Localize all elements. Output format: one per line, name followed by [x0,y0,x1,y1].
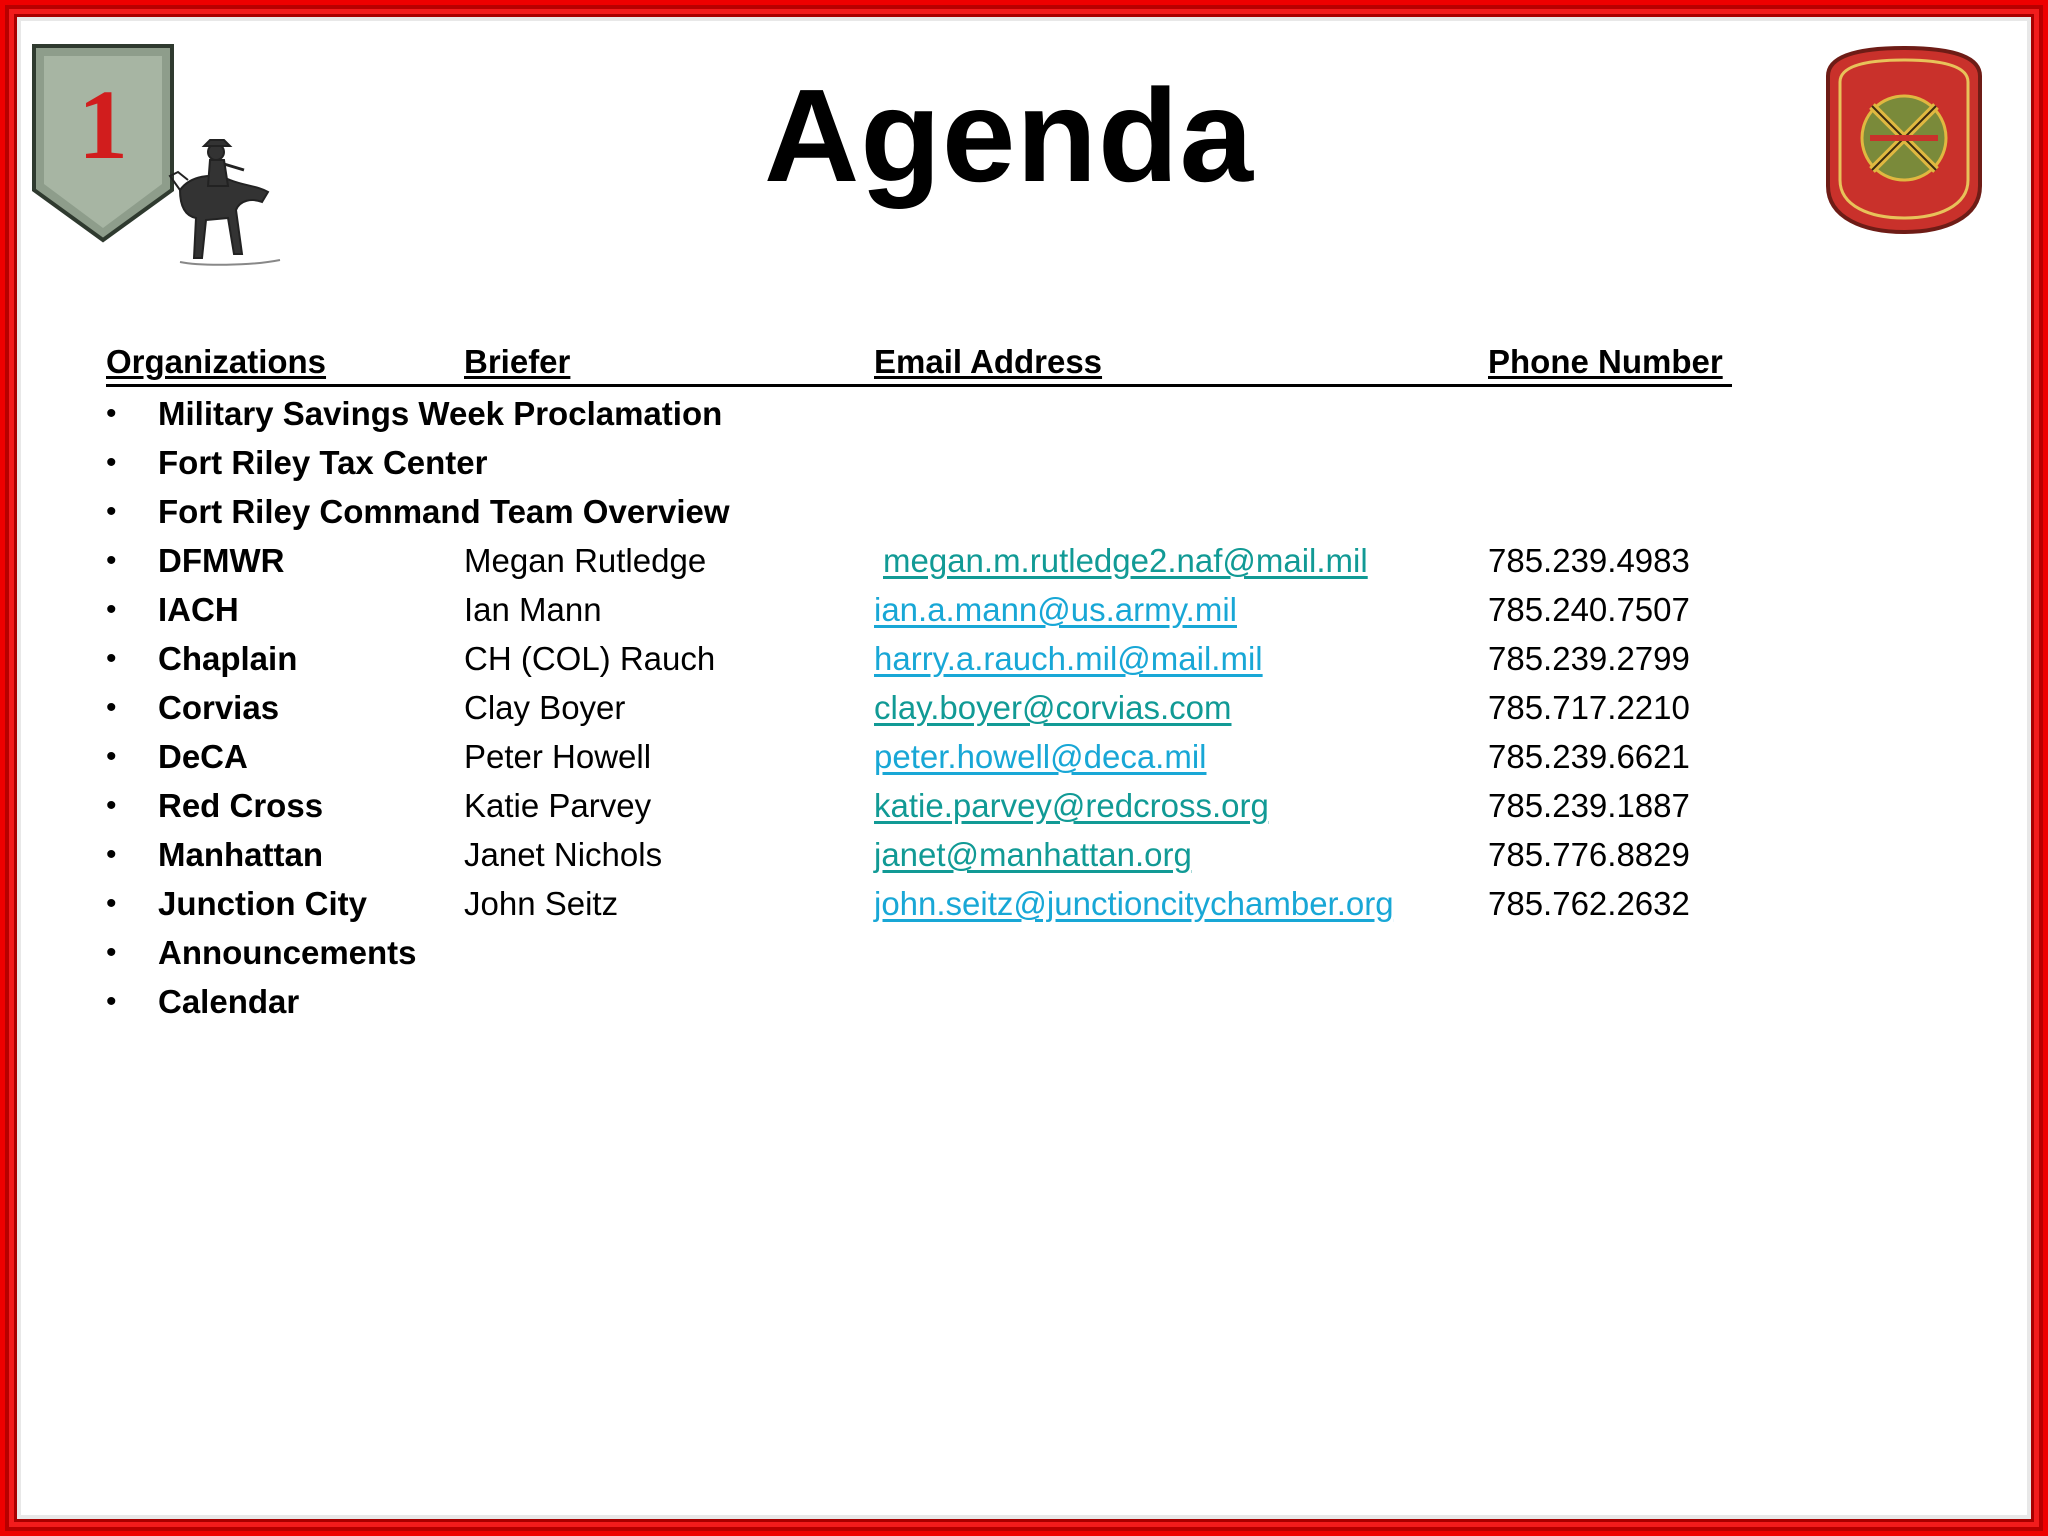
organization-name: Fort Riley Command Team Overview [158,493,730,530]
phone-number: 785.239.1887 [1488,787,1690,824]
phone-number: 785.776.8829 [1488,836,1690,873]
bullet-icon: • [106,887,117,920]
briefer-name: CH (COL) Rauch [464,640,716,677]
agenda-item [106,830,1806,879]
organization-name: DeCA [158,738,248,775]
agenda-item [106,438,1806,487]
agenda-item [106,389,1806,438]
bullet-icon: • [106,789,117,822]
email-link[interactable]: john.seitz@junctioncitychamber.org [874,885,1394,922]
email-link[interactable]: janet@manhattan.org [874,836,1192,873]
phone-number: 785.717.2210 [1488,689,1690,726]
organization-name: Announcements [158,934,417,971]
bullet-icon: • [106,936,117,969]
bullet-icon: • [106,642,117,675]
bullet-icon: • [106,495,117,528]
organization-name: Chaplain [158,640,298,677]
agenda-item [106,683,1806,732]
organization-name: Military Savings Week Proclamation [158,395,723,432]
bullet-icon: • [106,397,117,430]
agenda-list [106,389,1806,1026]
bullet-icon: • [106,691,117,724]
briefer-name: Clay Boyer [464,689,626,726]
garrison-badge-logo [1818,46,1990,241]
email-link[interactable]: peter.howell@deca.mil [874,738,1207,775]
slide-title: Agenda [763,62,1255,209]
phone-number: 785.239.6621 [1488,738,1690,775]
agenda-item [106,928,1806,977]
organization-name: Calendar [158,983,300,1020]
organization-name: DFMWR [158,542,285,579]
svg-text:1: 1 [78,69,128,180]
agenda-item [106,781,1806,830]
email-link[interactable]: clay.boyer@corvias.com [874,689,1232,726]
header-phone: Phone Number [1488,343,1723,380]
agenda-table [106,340,1806,1026]
header-organizations: Organizations [106,343,327,380]
bullet-icon: • [106,593,117,626]
briefer-name: Peter Howell [464,738,652,775]
briefer-name: Megan Rutledge [464,542,707,579]
header-email: Email Address [874,343,1103,380]
email-link[interactable]: harry.a.rauch.mil@mail.mil [874,640,1263,677]
organization-name: Manhattan [158,836,323,873]
bullet-icon: • [106,838,117,871]
bullet-icon: • [106,446,117,479]
organization-name: Junction City [158,885,368,922]
agenda-item [106,732,1806,781]
bullet-icon: • [106,985,117,1018]
phone-number: 785.239.4983 [1488,542,1690,579]
organization-name: Corvias [158,689,280,726]
briefer-name: John Seitz [464,885,619,922]
bullet-icon: • [106,544,117,577]
email-link[interactable]: megan.m.rutledge2.naf@mail.mil [883,542,1368,579]
phone-number: 785.240.7507 [1488,591,1690,628]
agenda-item [106,879,1806,928]
bullet-icon: • [106,740,117,773]
agenda-item [106,977,1806,1026]
phone-number: 785.239.2799 [1488,640,1690,677]
phone-number: 785.762.2632 [1488,885,1690,922]
email-link[interactable]: katie.parvey@redcross.org [874,787,1269,824]
agenda-item [106,585,1806,634]
agenda-item [106,487,1806,536]
agenda-item [106,634,1806,683]
organization-name: IACH [158,591,239,628]
briefer-name: Ian Mann [464,591,602,628]
organization-name: Red Cross [158,787,324,824]
briefer-name: Janet Nichols [464,836,663,873]
agenda-item [106,536,1806,585]
briefer-name: Katie Parvey [464,787,652,824]
organization-name: Fort Riley Tax Center [158,444,488,481]
header-briefer: Briefer [464,343,571,380]
table-header [106,340,1732,387]
email-link[interactable]: ian.a.mann@us.army.mil [874,591,1237,628]
